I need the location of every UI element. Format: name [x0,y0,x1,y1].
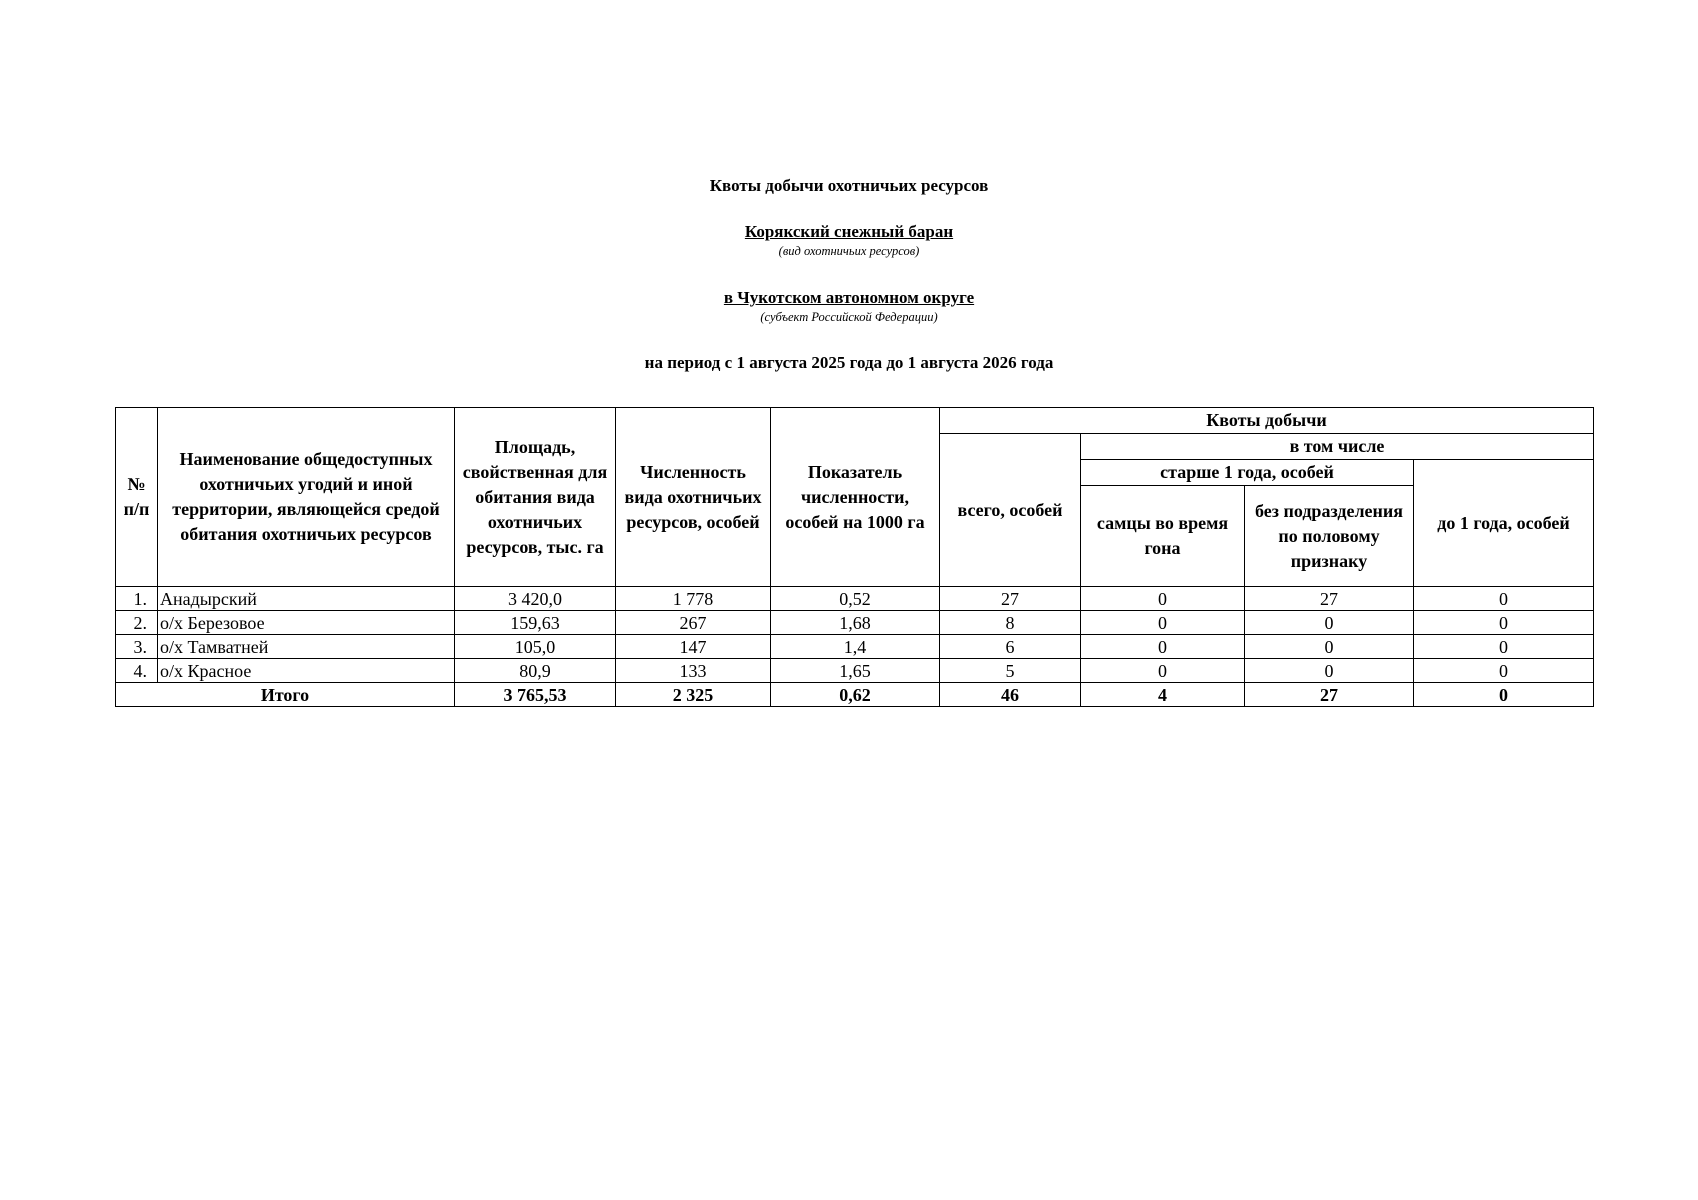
row-number: 1. [116,587,158,611]
row-under-one: 0 [1414,611,1594,635]
header-males-rut: самцы во время гона [1081,486,1245,587]
header-area: Площадь, свойственная для обитания вида охотничьих ресурсов, тыс. га [455,408,616,587]
row-density: 1,68 [771,611,940,635]
row-population: 267 [616,611,771,635]
row-population: 147 [616,635,771,659]
row-quota-total: 8 [940,611,1081,635]
row-males-rut: 0 [1081,659,1245,683]
header-quota-group: Квоты добычи [940,408,1594,434]
row-no-sex-division: 0 [1245,659,1414,683]
total-row [116,683,1594,707]
row-name: о/х Березовое [158,611,455,635]
row-males-rut: 0 [1081,587,1245,611]
row-quota-total: 6 [940,635,1081,659]
total-label: Итого [116,683,455,707]
row-number: 2. [116,611,158,635]
row-males-rut: 0 [1081,635,1245,659]
row-area: 80,9 [455,659,616,683]
row-area: 105,0 [455,635,616,659]
row-name: о/х Тамватней [158,635,455,659]
row-no-sex-division: 0 [1245,611,1414,635]
row-population: 1 778 [616,587,771,611]
region-caption: (субъект Российской Федерации) [760,310,938,324]
total-population: 2 325 [616,683,771,707]
total-area: 3 765,53 [455,683,616,707]
table-row [116,611,1594,635]
header-older-than-one: старше 1 года, особей [1081,460,1414,486]
header-density: Показатель численности, особей на 1000 га [771,408,940,587]
row-quota-total: 27 [940,587,1081,611]
document-title: Квоты добычи охотничьих ресурсов [709,176,989,195]
header-no-sex-division: без подразделения по половому признаку [1245,486,1414,587]
header-number: № п/п [116,408,158,587]
row-density: 1,65 [771,659,940,683]
row-under-one: 0 [1414,587,1594,611]
row-density: 0,52 [771,587,940,611]
table-row [116,635,1594,659]
row-area: 159,63 [455,611,616,635]
row-males-rut: 0 [1081,611,1245,635]
total-density: 0,62 [771,683,940,707]
region-name: в Чукотском автономном округе [723,288,975,307]
row-area: 3 420,0 [455,587,616,611]
total-under-one: 0 [1414,683,1594,707]
total-no-sex-division: 27 [1245,683,1414,707]
header-hunting-ground: Наименование общедоступных охотничьих угодий и иной территории, являющейся средой обитания охотничьих ресурсов [158,408,455,587]
row-name: Анадырский [158,587,455,611]
total-quota: 46 [940,683,1081,707]
row-under-one: 0 [1414,659,1594,683]
species-name: Корякский снежный баран [744,222,954,241]
total-males-rut: 4 [1081,683,1245,707]
species-caption: (вид охотничьих ресурсов) [778,244,920,258]
header-including: в том числе [1081,434,1594,460]
period-line: на период с 1 августа 2025 года до 1 августа 2026 года [644,353,1054,372]
quota-table [115,407,1594,707]
row-number: 4. [116,659,158,683]
table-row [116,587,1594,611]
row-no-sex-division: 0 [1245,635,1414,659]
table-row [116,659,1594,683]
header-population: Численность вида охотничьих ресурсов, особей [616,408,771,587]
row-population: 133 [616,659,771,683]
row-number: 3. [116,635,158,659]
row-quota-total: 5 [940,659,1081,683]
row-name: о/х Красное [158,659,455,683]
row-no-sex-division: 27 [1245,587,1414,611]
row-density: 1,4 [771,635,940,659]
header-quota-total: всего, особей [940,434,1081,587]
row-under-one: 0 [1414,635,1594,659]
header-under-one: до 1 года, особей [1414,460,1594,587]
